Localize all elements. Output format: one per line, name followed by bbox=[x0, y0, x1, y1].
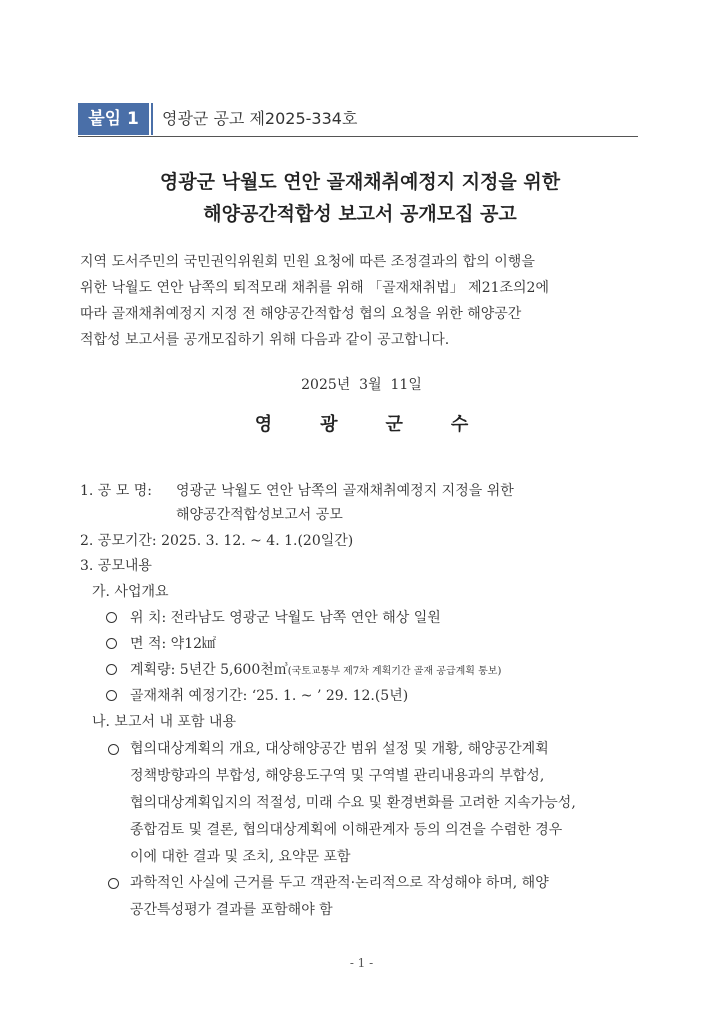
intro-line: 지역 도서주민의 국민권익위원회 민원 요청에 따른 조정결과의 합의 이행을 bbox=[80, 254, 535, 270]
title-line-1: 영광군 낙월도 연안 골재채취예정지 지정을 위한 bbox=[159, 171, 561, 193]
overview-area: 면 적: 약12㎢ bbox=[130, 636, 217, 652]
volume-note: (국토교통부 제7차 계획기간 골재 공급계획 통보) bbox=[287, 666, 502, 677]
volume-text: 계획량: 5년간 5,600천㎥ bbox=[130, 662, 288, 678]
report-content-line: 정책방향과의 부합성, 해양용도구역 및 구역별 관리내용과의 부합성, bbox=[130, 768, 545, 784]
header-rule bbox=[78, 136, 638, 137]
circle-bullet-icon bbox=[106, 638, 117, 649]
overview-location: 위 치: 전라남도 영광군 낙월도 남쪽 연안 해상 일원 bbox=[130, 610, 441, 626]
item-1-text-cont: 해양공간적합성보고서 공모 bbox=[176, 507, 343, 523]
report-content-line: 협의대상계획입지의 적절성, 미래 수요 및 환경변화를 고려한 지속가능성, bbox=[130, 795, 576, 811]
sub-a-heading: 가. 사업개요 bbox=[92, 584, 169, 600]
title-line-2: 해양공간적합성 보고서 공개모집 공고 bbox=[203, 203, 517, 225]
intro-line: 적합성 보고서를 공개모집하기 위해 다음과 같이 공고합니다. bbox=[80, 332, 450, 348]
intro-line: 위한 낙월도 연안 남쪽의 퇴적모래 채취를 위해 「골재채취법」 제21조의2에 bbox=[80, 280, 549, 296]
item-1-text: 영광군 낙월도 연안 남쪽의 골재채취예정지 지정을 위한 bbox=[176, 483, 514, 499]
report-requirement-line: 과학적인 사실에 근거를 두고 객관적·논리적으로 작성해야 하며, 해양 bbox=[130, 875, 549, 891]
sub-b-heading: 나. 보고서 내 포함 내용 bbox=[92, 714, 236, 730]
page-number: - 1 - bbox=[349, 956, 374, 970]
report-content-line: 종합검토 및 결론, 협의대상계획에 이해관계자 등의 의견을 수렴한 경우 bbox=[130, 822, 563, 838]
circle-bullet-icon bbox=[106, 690, 117, 701]
circle-bullet-icon bbox=[106, 612, 117, 623]
overview-volume bbox=[130, 659, 501, 679]
circle-bullet-icon bbox=[108, 878, 119, 889]
tag-separator bbox=[151, 103, 153, 135]
overview-period: 골재채취 예정기간: ‘25. 1. ~ ’ 29. 12.(5년) bbox=[130, 688, 409, 704]
circle-bullet-icon bbox=[106, 664, 117, 675]
report-content-line: 이에 대한 결과 및 조치, 요약문 포함 bbox=[130, 849, 351, 865]
intro-line: 따라 골재채취예정지 지정 전 해양공간적합성 협의 요청을 위한 해양공간 bbox=[80, 306, 522, 322]
circle-bullet-icon bbox=[108, 744, 119, 755]
attachment-tag: 붙임 1 bbox=[78, 103, 149, 135]
item-1-label: 1. 공 모 명: bbox=[80, 483, 152, 499]
notice-date: 2025년 3월 11일 bbox=[301, 377, 422, 393]
report-requirement-line: 공간특성평가 결과를 포함해야 함 bbox=[130, 902, 333, 918]
item-3: 3. 공모내용 bbox=[80, 558, 152, 574]
signer: 영광군수 bbox=[254, 414, 517, 435]
item-2: 2. 공모기간: 2025. 3. 12. ~ 4. 1.(20일간) bbox=[80, 533, 354, 549]
notice-number: 영광군 공고 제2025-334호 bbox=[162, 109, 358, 128]
report-content-line: 협의대상계획의 개요, 대상해양공간 범위 설정 및 개황, 해양공간계획 bbox=[130, 741, 549, 757]
notice-header bbox=[78, 103, 638, 137]
